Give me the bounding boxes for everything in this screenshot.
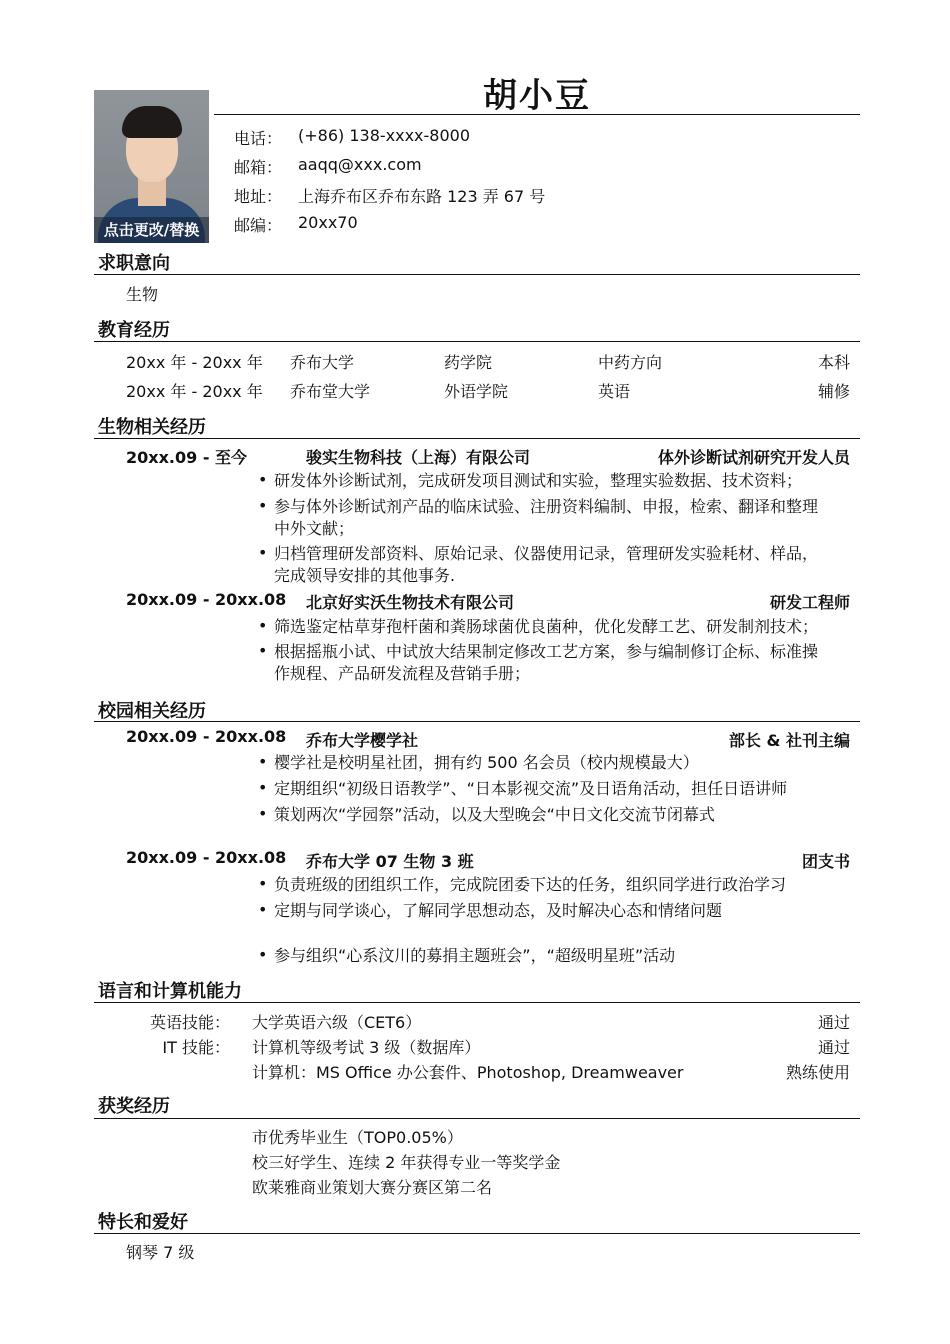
bullet-dot: • (258, 874, 268, 893)
skill-value: 计算机：MS Office 办公套件、Photoshop, Dreamweaver (252, 1063, 684, 1082)
section-title-hobby: 特长和爱好 (98, 1212, 188, 1233)
bullet-line: 研发体外诊断试剂，完成研发项目测试和实验，整理实验数据、技术资料； (274, 471, 803, 490)
name-divider (214, 114, 860, 115)
bullet-line: 归档管理研发部资料、原始记录、仪器使用记录，管理研发实验耗材、样品， (274, 544, 819, 563)
skill-label: 英语技能： (149, 1013, 230, 1032)
phone-value: (+86) 138-xxxx-8000 (298, 126, 471, 145)
postcode-label: 邮编： (234, 216, 283, 235)
campus-bullet: 樱学社是校明星社团，拥有约 500 名会员（校内规模最大） (274, 753, 699, 772)
address-label: 地址： (234, 187, 283, 206)
award-item: 欧莱雅商业策划大赛分赛区第二名 (252, 1178, 493, 1197)
job-org: 北京好实沃生物技术有限公司 (306, 593, 515, 612)
section-rule (94, 1118, 860, 1119)
edu-major: 中药方向 (598, 353, 663, 372)
section-title-awards: 获奖经历 (98, 1096, 170, 1117)
section-title-education: 教育经历 (98, 320, 170, 341)
bullet-dot: • (258, 543, 268, 562)
section-rule (94, 341, 860, 342)
job-role: 研发工程师 (769, 593, 850, 612)
job-bullet (274, 616, 854, 638)
section-title-skills: 语言和计算机能力 (98, 981, 242, 1002)
campus-org: 乔布大学樱学社 (306, 731, 419, 750)
campus-bullet: 定期组织“初级日语教学”、“日本影视交流”及日语角活动，担任日语讲师 (274, 779, 788, 798)
campus-period: 20xx.09 - 20xx.08 (126, 848, 287, 867)
bullet-dot: • (258, 778, 268, 797)
bullet-dot: • (258, 470, 268, 489)
section-title-campus: 校园相关经历 (98, 701, 206, 722)
edu-college: 外语学院 (444, 382, 509, 401)
campus-bullet: 策划两次“学园祭”活动，以及大型晚会“中日文化交流节闭幕式 (274, 805, 715, 824)
bullet-dot: • (258, 900, 268, 919)
award-item: 校三好学生、连续 2 年获得专业一等奖学金 (252, 1153, 561, 1172)
skill-label: IT 技能： (162, 1038, 230, 1057)
bullet-line: 根据摇瓶小试、中试放大结果制定修改工艺方案，参与编制修订企标、标准操 (274, 642, 819, 661)
bullet-line: 参与体外诊断试剂产品的临床试验、注册资料编制、申报，检索、翻译和整理 (274, 497, 819, 516)
skill-level: 通过 (817, 1013, 850, 1032)
bullet-dot: • (258, 616, 268, 635)
email-label: 邮箱： (234, 158, 283, 177)
edu-period: 20xx 年 - 20xx 年 (126, 353, 263, 372)
profile-photo[interactable] (94, 90, 209, 243)
bullet-line: 作规程、产品研发流程及营销手册； (274, 664, 531, 683)
edu-school: 乔布堂大学 (290, 382, 371, 401)
bullet-dot: • (258, 804, 268, 823)
section-title-bio: 生物相关经历 (98, 417, 206, 438)
edu-period: 20xx 年 - 20xx 年 (126, 382, 263, 401)
resume-name: 胡小豆 (483, 76, 591, 116)
change-photo-button[interactable]: 点击更改/替换 (94, 217, 209, 243)
section-rule (94, 721, 860, 722)
address-value: 上海乔布区乔布东路 123 弄 67 号 (298, 187, 546, 206)
postcode-value: 20xx70 (298, 213, 358, 232)
campus-org: 乔布大学 07 生物 3 班 (306, 852, 474, 871)
skill-level: 熟练使用 (785, 1063, 850, 1082)
campus-bullet: 负责班级的团组织工作，完成院团委下达的任务，组织同学进行政治学习 (274, 875, 787, 894)
campus-bullet: 定期与同学谈心，了解同学思想动态，及时解决心态和情绪问题 (274, 901, 723, 920)
bullet-line: 筛选鉴定枯草芽孢杆菌和粪肠球菌优良菌种，优化发酵工艺、研发制剂技术； (274, 617, 819, 636)
job-period: 20xx.09 - 20xx.08 (126, 590, 287, 609)
bullet-dot: • (258, 945, 268, 964)
edu-school: 乔布大学 (290, 353, 355, 372)
intent-value: 生物 (126, 285, 159, 304)
section-title-intent: 求职意向 (98, 253, 170, 274)
campus-role: 部长 & 社刊主编 (728, 731, 850, 750)
section-rule (94, 1233, 860, 1234)
campus-role: 团支书 (801, 852, 850, 871)
section-rule (94, 274, 860, 275)
bullet-dot: • (258, 496, 268, 515)
job-org: 骏实生物科技（上海）有限公司 (306, 448, 531, 467)
edu-major: 英语 (598, 382, 631, 401)
bullet-dot: • (258, 641, 268, 660)
email-value: aaqq@xxx.com (298, 155, 422, 174)
section-rule (94, 1002, 860, 1003)
phone-label: 电话： (234, 129, 283, 148)
bullet-line: 中外文献； (274, 519, 355, 538)
job-bullet (274, 496, 854, 540)
award-item: 市优秀毕业生（TOP0.05%） (252, 1128, 463, 1147)
edu-degree: 本科 (817, 353, 850, 372)
skill-value: 计算机等级考试 3 级（数据库） (252, 1038, 481, 1057)
bullet-line: 完成领导安排的其他事务. (274, 566, 456, 585)
campus-period: 20xx.09 - 20xx.08 (126, 727, 287, 746)
edu-degree: 辅修 (817, 382, 850, 401)
job-period: 20xx.09 - 至今 (126, 448, 248, 467)
bullet-dot: • (258, 752, 268, 771)
campus-bullet: 参与组织“心系汶川的募捐主题班会”，“超级明星班”活动 (274, 946, 676, 965)
edu-college: 药学院 (444, 353, 493, 372)
job-role: 体外诊断试剂研究开发人员 (657, 448, 850, 467)
section-rule (94, 438, 860, 439)
job-bullet (274, 470, 854, 492)
job-bullet (274, 641, 854, 685)
job-bullet (274, 543, 854, 587)
hobby-value: 钢琴 7 级 (126, 1243, 195, 1262)
skill-level: 通过 (817, 1038, 850, 1057)
skill-value: 大学英语六级（CET6） (252, 1013, 422, 1032)
photo-hair (122, 106, 182, 138)
photo-neck (138, 178, 166, 206)
